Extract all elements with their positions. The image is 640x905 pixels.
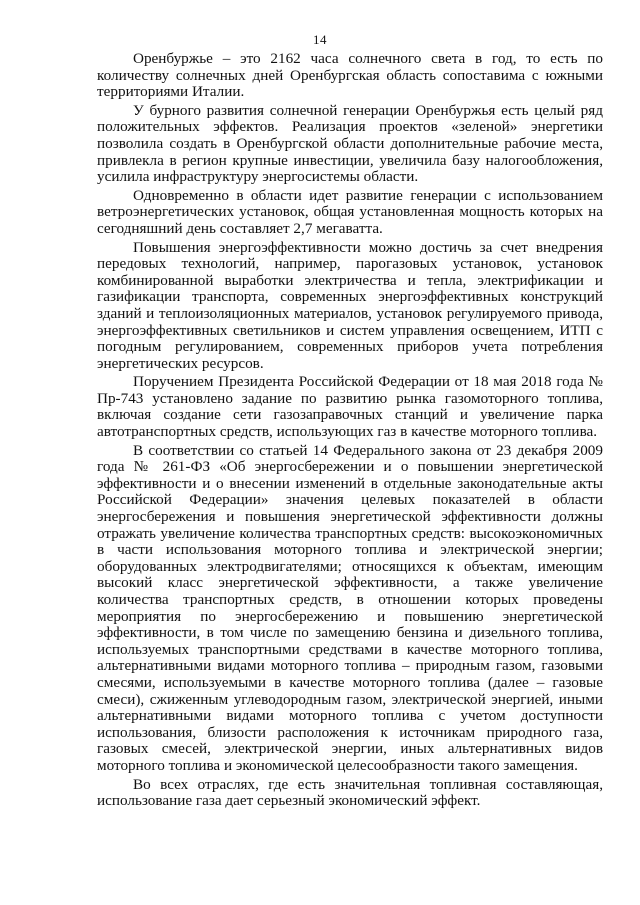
paragraph-solar-effects: У бурного развития солнечной генерации Оренбуржья есть целый ряд положительных эффектов. Реализация проектов «зеленой» энергетики позволила создать в Оренбургской области дополнительные рабочие места, привлекла в регион крупные инвестиции, увеличила базу налогообложения, усилила инфраструктуру энергосистемы области. [97, 101, 603, 186]
paragraph-wind-generation: Одновременно в области идет развитие генерации с использованием ветроэнергетических установок, общая установленная мощность которых на сегодняшний день составляет 2,7 мегаватта. [97, 186, 603, 237]
paragraph-energy-efficiency: Повышения энергоэффективности можно достичь за счет внедрения передовых технологий, например, парогазовых установок, установок комбинированной выработки электричества и тепла, электрификации и газификации транспорта, современных энергоэффективных конструкций зданий и теплоизоляционных материалов, установок регулируемого привода, энергоэффективных светильников и систем управления освещением, ИТП с погодным регулированием, современных приборов учета потребления энергетических ресурсов. [97, 238, 603, 372]
paragraph-federal-law: В соответствии со статьей 14 Федерального закона от 23 декабря 2009 года № 261-ФЗ «Об энергосбережении и о повышении энергетической эффективности и о внесении изменений в отдельные законодательные акты Российской Федерации» значения целевых показателей в области энергосбережения и повышения энергетической эффективности должны отражать увеличение количества транспортных средств: высокоэкономичных в части использования моторного топлива и электрической энергии; оборудованных электродвигателями; относящихся к объектам, имеющим высокий класс энергетической эффективности, а также увеличение количества транспортных средств, в отношении которых проведены мероприятия по энергосбережению и повышению энергетической эффективности, в том числе по замещению бензина и дизельного топлива, используемых транспортными средствами в качестве моторного топлива, альтернативными видами моторного топлива – природным газом, газовыми смесями, используемыми в качестве моторного топлива (далее – газовые смеси), сжиженным углеводородным газом, электрической энергией, иными альтернативными видами моторного топлива с учетом доступности использования, близости расположения к источникам природного газа, газовых смесей, электрической энергии, иных альтернативных видов моторного топлива и экономической целесообразности такого замещения. [97, 441, 603, 774]
page-number: 14 [313, 32, 327, 47]
paragraph-gas-effect: Во всех отраслях, где есть значительная топливная составляющая, использование газа дает серьезный экономический эффект. [97, 775, 603, 810]
paragraph-solar-hours: Оренбуржье – это 2162 часа солнечного света в год, то есть по количеству солнечных дней Оренбургская область сопоставима с южными территориями Италии. [97, 50, 603, 101]
document-body [97, 51, 603, 812]
paragraph-presidential-order: Поручением Президента Российской Федерации от 18 мая 2018 года № Пр-743 установлено задание по развитию рынка газомоторного топлива, включая создание сети газозаправочных станций и увеличение парка автотранспортных средств, использующих газ в качестве моторного топлива. [97, 373, 603, 441]
